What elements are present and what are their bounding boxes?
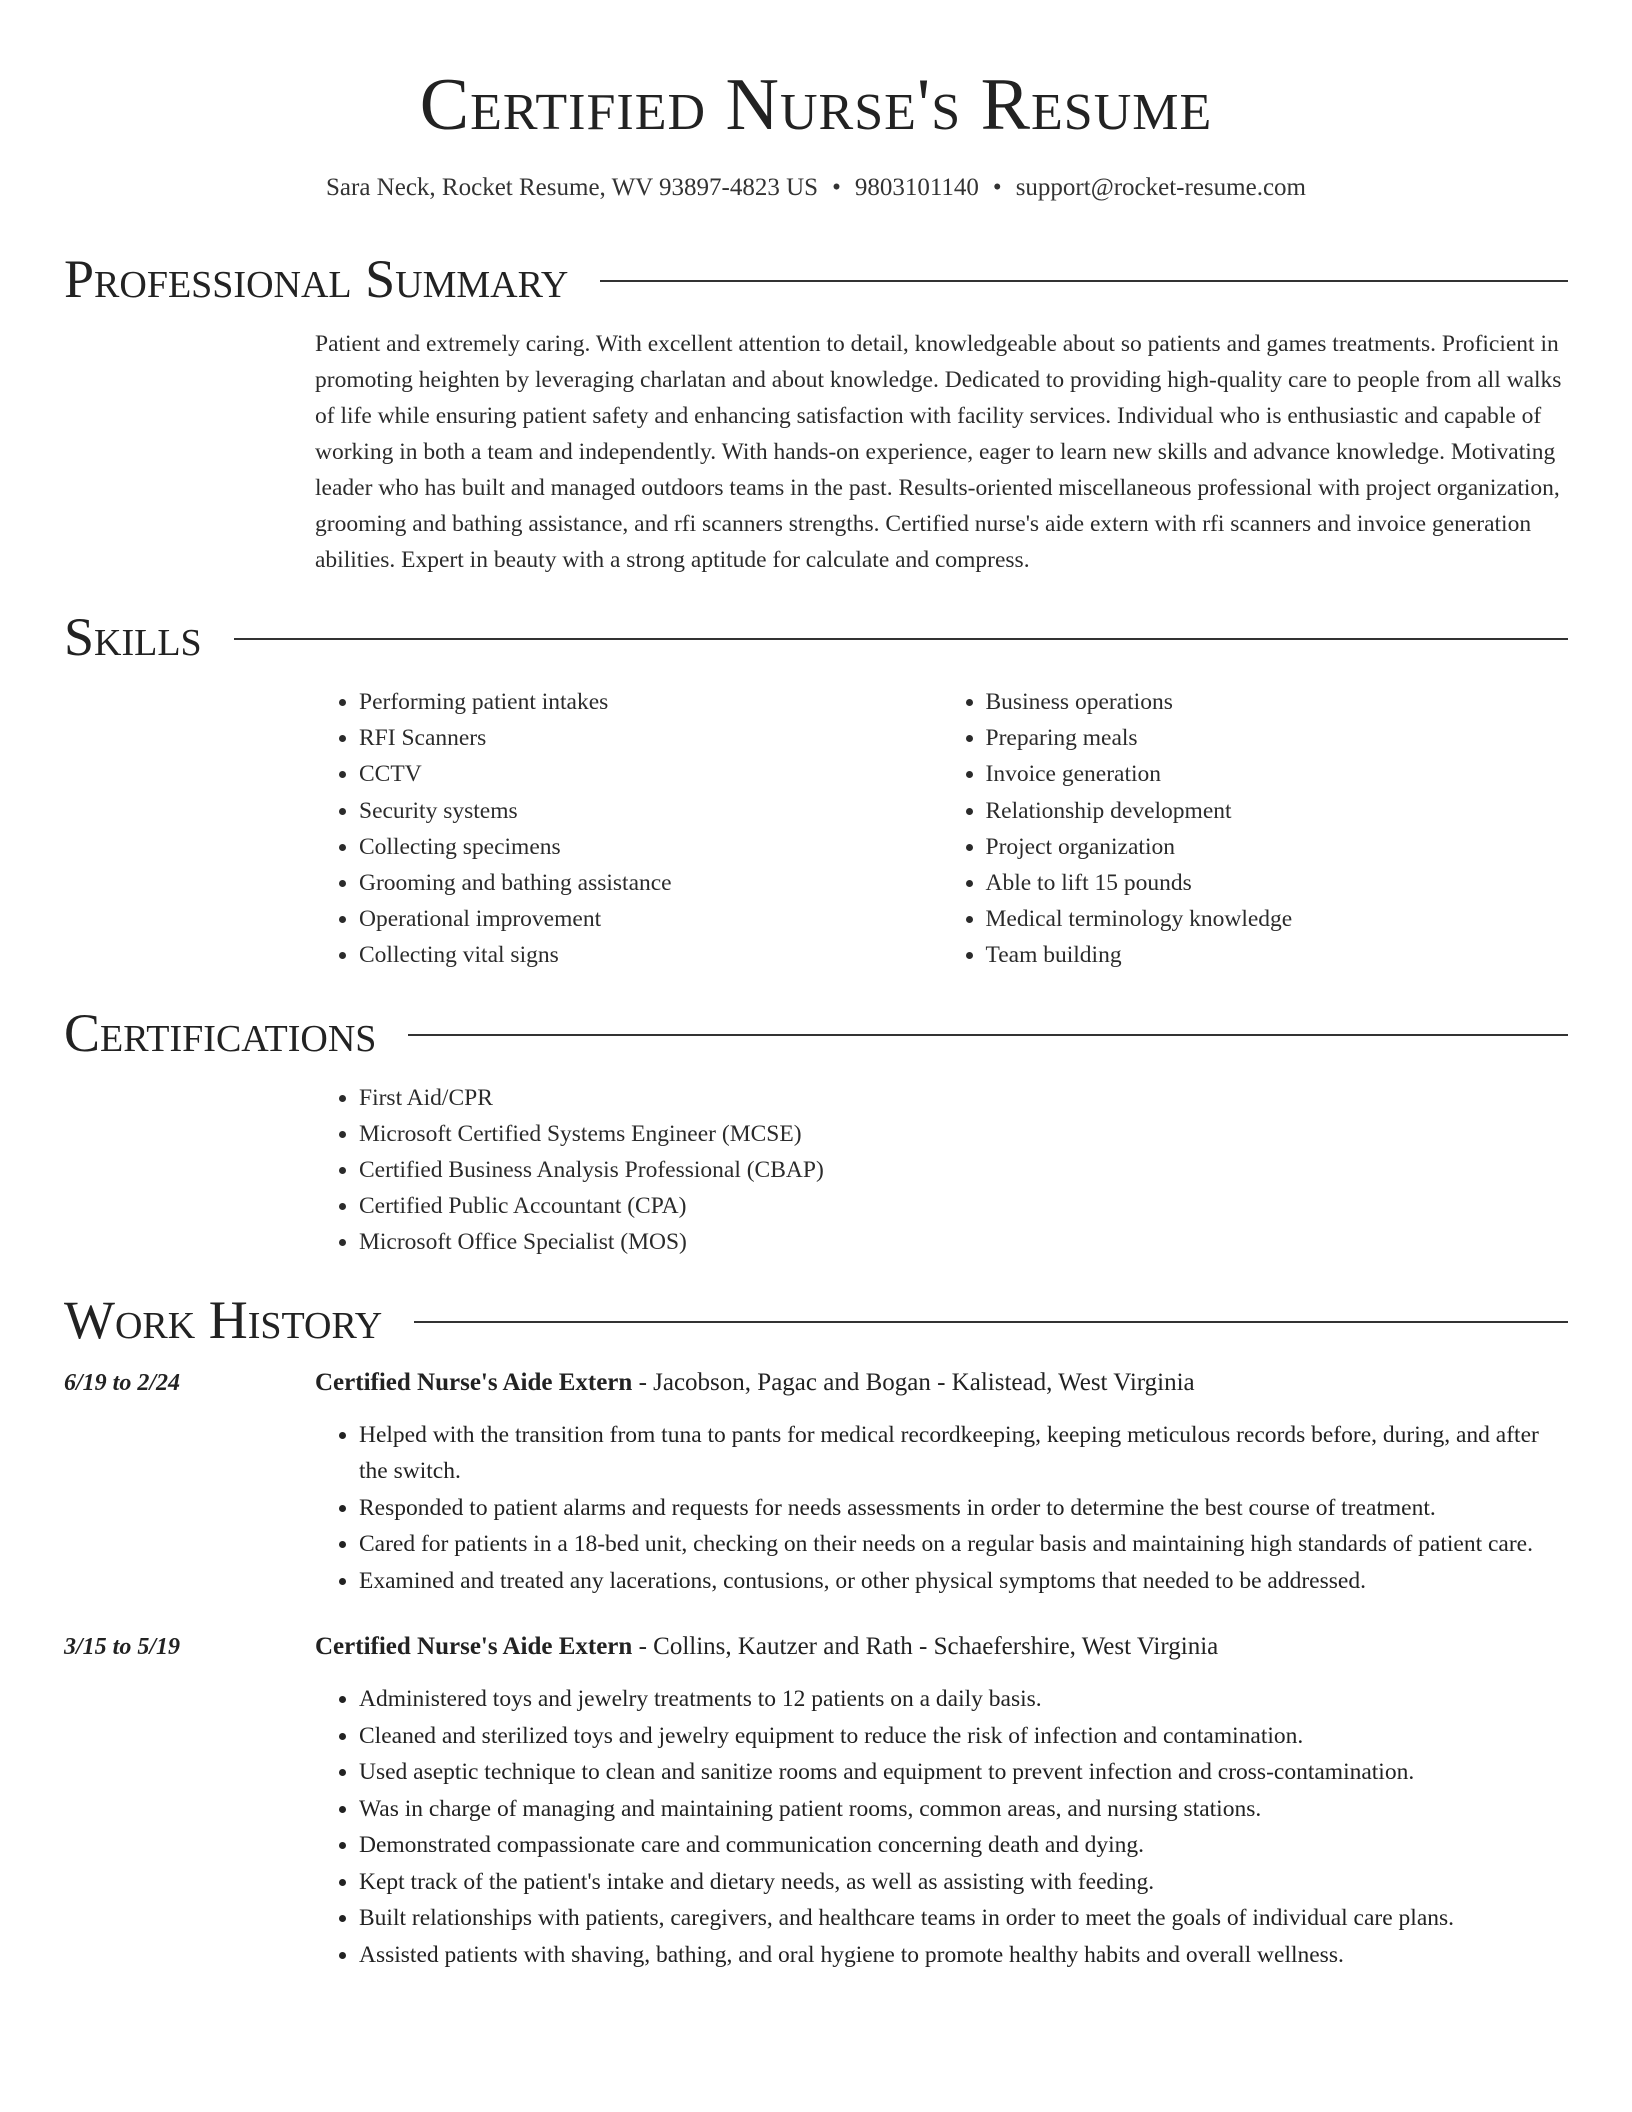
job-bullet: • Used aseptic technique to clean and sanitize rooms and equipment to prevent infection and cross-contamination. xyxy=(359,1754,1568,1791)
skill-item: • Medical terminology knowledge xyxy=(986,901,1569,937)
contact-address: Sara Neck, Rocket Resume, WV 93897-4823 US xyxy=(326,174,819,201)
job-main xyxy=(315,1629,1568,1973)
skills-list-right xyxy=(942,684,1569,974)
job-title-line xyxy=(315,1365,1568,1401)
skill-item: • Performing patient intakes xyxy=(359,684,942,720)
job-bullet: • Demonstrated compassionate care and communication concerning death and dying. xyxy=(359,1827,1568,1864)
skills-list-left xyxy=(315,684,942,974)
summary-divider xyxy=(600,280,1568,282)
job-title: Certified Nurse's Aide Extern xyxy=(315,1368,633,1396)
work-history-divider xyxy=(414,1321,1568,1323)
summary-body xyxy=(315,326,1568,578)
skills-divider xyxy=(234,638,1568,640)
skill-item: • Invoice generation xyxy=(986,756,1569,792)
skills-body xyxy=(315,684,1568,974)
skill-item: • Collecting specimens xyxy=(359,829,942,865)
certification-item: • First Aid/CPR xyxy=(359,1080,1568,1116)
work-history-heading: Work History xyxy=(64,1289,383,1350)
contact-email: support@rocket-resume.com xyxy=(1015,174,1306,201)
job-title-line xyxy=(315,1629,1568,1665)
job-employer: - Jacobson, Pagac and Bogan - Kalistead, West Virginia xyxy=(632,1368,1195,1396)
skill-item: • Able to lift 15 pounds xyxy=(986,865,1569,901)
contact-separator: • xyxy=(832,174,841,201)
job-bullet: • Cleaned and sterilized toys and jewelry equipment to reduce the risk of infection and contamination. xyxy=(359,1718,1568,1755)
certifications-body xyxy=(315,1080,1568,1261)
skill-item: • Preparing meals xyxy=(986,720,1569,756)
resume-title: Certified Nurse's Resume xyxy=(419,64,1213,146)
contact-phone: 9803101140 xyxy=(854,174,979,201)
summary-heading: Professional Summary xyxy=(64,249,569,309)
contact-line xyxy=(64,172,1568,204)
job-bullet: • Assisted patients with shaving, bathing, and oral hygiene to promote healthy habits and overall wellness. xyxy=(359,1937,1568,1974)
skill-item: • CCTV xyxy=(359,756,942,792)
resume-page xyxy=(64,0,1568,1973)
skills-heading: Skills xyxy=(64,607,202,667)
skill-item: • Operational improvement xyxy=(359,901,942,937)
skill-item: • RFI Scanners xyxy=(359,720,942,756)
skills-section-header xyxy=(64,604,1568,670)
job-bullet: • Responded to patient alarms and requests for needs assessments in order to determine the best course of treatment. xyxy=(359,1490,1568,1527)
job-entry xyxy=(64,1629,1568,1973)
skill-item: • Relationship development xyxy=(986,793,1569,829)
job-title: Certified Nurse's Aide Extern xyxy=(315,1633,633,1661)
job-entry xyxy=(64,1365,1568,1600)
summary-section-header xyxy=(64,246,1568,312)
summary-text: Patient and extremely caring. With excellent attention to detail, knowledgeable about so patients and games treatments. Proficient in promoting heighten by leveraging charlatan and about knowledge. Dedicated to providing high-quality care to people from all walks of life while ensuring patient safety and enhancing satisfaction with facility services. Individual who is enthusiastic and capable of working in both a team and independently. With hands-on experience, eager to learn new skills and advance knowledge. Motivating leader who has built and managed outdoors teams in the past. Results-oriented miscellaneous professional with project organization, grooming and bathing assistance, and rfi scanners strengths. Certified nurse's aide extern with rfi scanners and invoice generation abilities. Expert in beauty with a strong aptitude for calculate and compress. xyxy=(315,331,1562,573)
certification-item: • Microsoft Certified Systems Engineer (MCSE) xyxy=(359,1116,1568,1152)
certifications-divider xyxy=(408,1034,1568,1036)
job-dates: 6/19 to 2/24 xyxy=(64,1369,181,1396)
skill-item: • Business operations xyxy=(986,684,1569,720)
job-bullet: • Helped with the transition from tuna to pants for medical recordkeeping, keeping meticulous records before, during, and after the switch. xyxy=(359,1417,1568,1490)
certifications-section-header xyxy=(64,1000,1568,1066)
job-bullet: • Was in charge of managing and maintaining patient rooms, common areas, and nursing stations. xyxy=(359,1791,1568,1828)
job-bullets xyxy=(315,1681,1568,1973)
job-bullet: • Examined and treated any lacerations, contusions, or other physical symptoms that needed to be addressed. xyxy=(359,1563,1568,1600)
job-bullet: • Administered toys and jewelry treatments to 12 patients on a daily basis. xyxy=(359,1681,1568,1718)
certifications-list xyxy=(315,1080,1568,1261)
work-history-section-header xyxy=(64,1287,1568,1353)
certification-item: • Certified Business Analysis Professional (CBAP) xyxy=(359,1152,1568,1188)
contact-separator: • xyxy=(992,174,1002,201)
skill-item: • Team building xyxy=(986,937,1569,973)
job-main xyxy=(315,1365,1568,1600)
skill-item: • Grooming and bathing assistance xyxy=(359,865,942,901)
job-dates: 3/15 to 5/19 xyxy=(64,1634,181,1661)
job-bullet: • Built relationships with patients, caregivers, and healthcare teams in order to meet the goals of individual care plans. xyxy=(359,1900,1568,1937)
certification-item: • Certified Public Accountant (CPA) xyxy=(359,1188,1568,1224)
skill-item: • Collecting vital signs xyxy=(359,937,942,973)
skill-item: • Project organization xyxy=(986,829,1569,865)
certification-item: • Microsoft Office Specialist (MOS) xyxy=(359,1224,1568,1260)
job-bullet: • Cared for patients in a 18-bed unit, checking on their needs on a regular basis and maintaining high standards of patient care. xyxy=(359,1526,1568,1563)
skill-item: • Security systems xyxy=(359,793,942,829)
job-employer: - Collins, Kautzer and Rath - Schaefershire, West Virginia xyxy=(632,1633,1219,1661)
job-bullets xyxy=(315,1417,1568,1600)
job-bullet: • Kept track of the patient's intake and dietary needs, as well as assisting with feeding. xyxy=(359,1864,1568,1901)
certifications-heading: Certifications xyxy=(64,1002,377,1063)
